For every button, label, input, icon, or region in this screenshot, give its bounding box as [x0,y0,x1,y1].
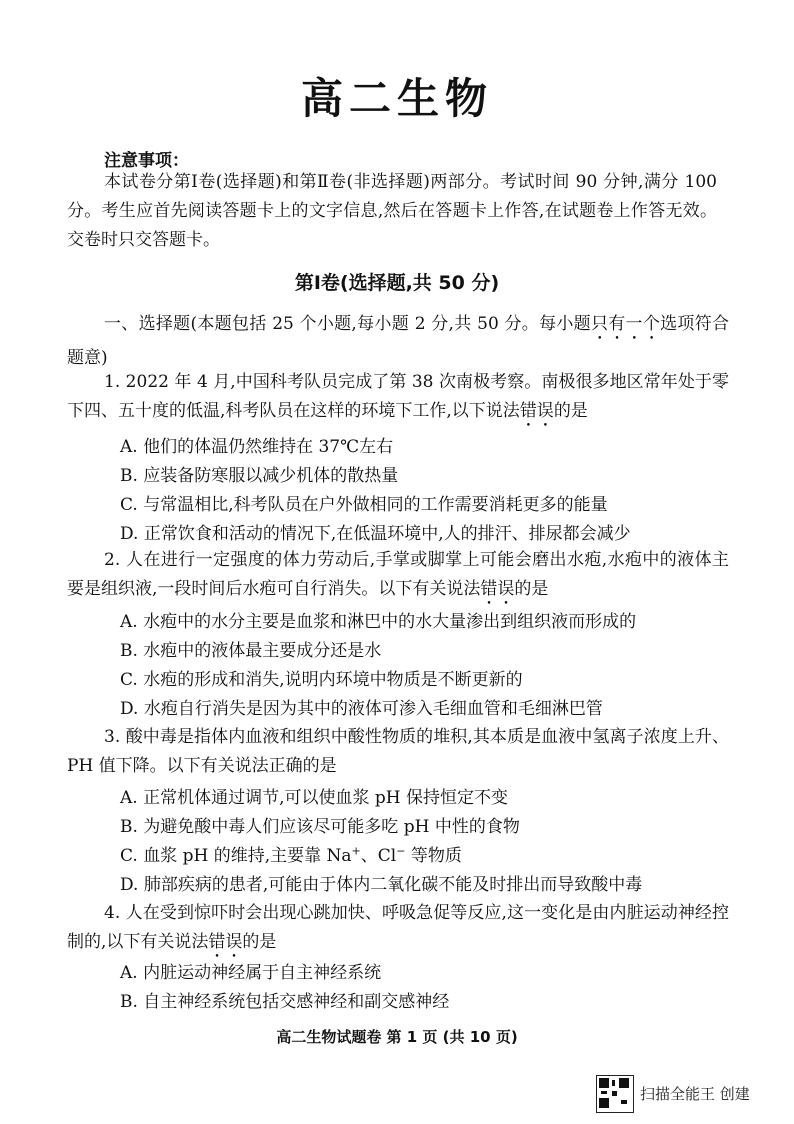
section-title: 第Ⅰ卷(选择题,共 50 分) [294,272,500,294]
question-4-option-a: A. 内脏运动神经属于自主神经系统 [120,963,382,983]
question-3-stem [67,723,729,781]
question-3-option-c [120,841,462,866]
notice-body: 本试卷分第Ⅰ卷(选择题)和第Ⅱ卷(非选择题)两部分。考试时间 90 分钟,满分 100 分。考生应首先阅读答题卡上的文字信息,然后在答题卡上作答,在试题卷上作答无效。交卷时只交答题卡。 [67,172,717,250]
question-stem-emphasis: 错误 [480,579,515,599]
question-2-option-d: D. 水疱自行消失是因为其中的液体可渗入毛细血管和毛细淋巴管 [120,699,603,719]
question-stem-text-end: 的是 [242,932,277,952]
part-intro-emphasis: 只有一个 [590,314,661,334]
option-c-chloride: 、Cl [360,846,397,866]
question-4-stem [67,899,729,962]
question-stem-text-end: 的是 [553,401,588,421]
part-intro [67,310,729,373]
option-c-end: 等物质 [405,846,462,866]
question-stem-text: 2. 人在进行一定强度的体力劳动后,手掌或脚掌上可能会磨出水疱,水疱中的液体主要是组织液,一段时间后水疱可自行消失。以下有关说法 [67,550,729,599]
question-2-stem [67,546,729,609]
part-intro-text-end: 选项符合题意) [67,314,729,368]
notice-heading: 注意事项： [104,151,189,171]
question-1-stem [67,368,729,431]
question-2-option-c: C. 水疱的形成和消失,说明内环境中物质是不断更新的 [120,670,523,690]
question-1-option-c: C. 与常温相比,科考队员在户外做相同的工作需要消耗更多的能量 [120,495,608,515]
question-stem-text-end: 的是 [514,579,549,599]
question-2-option-a: A. 水疱中的水分主要是血浆和淋巴中的水大量渗出到组织液而形成的 [120,612,637,632]
question-stem-text: 1. 2022 年 4 月,中国科考队员完成了第 38 次南极考察。南极很多地区常年处于零下四、五十度的低温,科考队员在这样的环境下工作,以下说法 [67,372,729,421]
exam-title: 高二生物 [300,74,493,123]
question-3-option-a: A. 正常机体通过调节,可以使血浆 pH 保持恒定不变 [120,788,509,808]
question-3-option-b: B. 为避免酸中毒人们应该尽可能多吃 pH 中性的食物 [120,817,520,837]
question-stem-text: 4. 人在受到惊吓时会出现心跳加快、呼吸急促等反应,这一变化是由内脏运动神经控制的,以下有关说法 [67,903,729,952]
question-3-option-d: D. 肺部疾病的患者,可能由于体内二氧化碳不能及时排出而导致酸中毒 [120,875,643,895]
question-stem-text: 3. 酸中毒是指体内血液和组织中酸性物质的堆积,其本质是血液中氢离子浓度上升、PH 值下降。以下有关说法正确的是 [67,727,729,776]
question-stem-emphasis: 错误 [519,401,554,421]
option-c-text: C. 血浆 pH 的维持,主要靠 Na [120,846,352,866]
question-1-option-d: D. 正常饮食和活动的情况下,在低温环境中,人的排汗、排尿都会减少 [120,524,631,544]
sodium-charge: + [351,844,361,858]
question-1-option-b: B. 应装备防寒服以减少机体的散热量 [120,466,399,486]
question-2-option-b: B. 水疱中的液体最主要成分还是水 [120,641,382,661]
part-intro-text: 一、选择题(本题包括 25 个小题,每小题 2 分,共 50 分。每小题 [104,314,591,334]
question-stem-emphasis: 错误 [208,932,243,952]
scanner-watermark: 扫描全能王 创建 [640,1085,750,1103]
question-1-option-a: A. 他们的体温仍然维持在 37℃左右 [120,437,394,457]
chloride-charge: − [396,844,406,858]
page-footer: 高二生物试题卷 第 1 页 (共 10 页) [276,1028,518,1046]
question-4-option-b: B. 自主神经系统包括交感神经和副交感神经 [120,992,450,1012]
qr-code-icon [596,1075,634,1113]
